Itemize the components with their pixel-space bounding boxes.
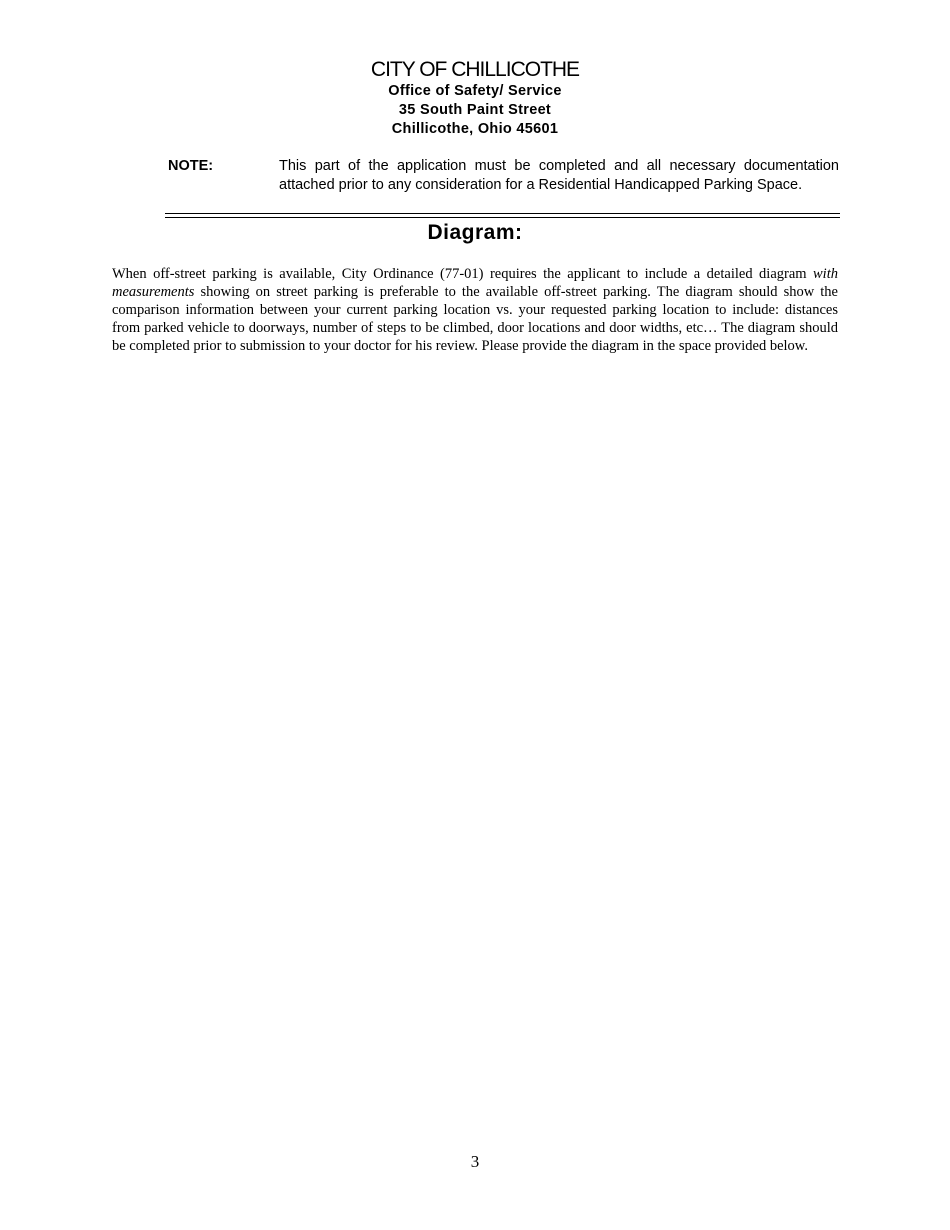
street-address: 35 South Paint Street (398, 102, 552, 118)
instructions-text-start: When off-street parking is available, City Ordinance (77-01) requires the applicant to include a detailed diagram (112, 266, 814, 282)
page-number: 3 (470, 1152, 480, 1171)
instructions-text-end: showing on street parking is preferable to the available off-street parking. The diagram should show the comparison information between your current parking location vs. your requested parking location to include: distances from parked vehicle to doorways, number of steps to be climbed, door locations and door widths, etc… The diagram should be completed prior to submission to your doctor for his review. Please provide the diagram in the space provided below. (112, 284, 838, 354)
divider-top (165, 213, 840, 214)
note-text: This part of the application must be completed and all necessary documentation attached prior to any consideration for a Residential Handicapped Parking Space. (279, 158, 839, 193)
city-state-zip: Chillicothe, Ohio 45601 (391, 121, 559, 137)
office-name: Office of Safety/ Service (388, 83, 562, 99)
city-name: CITY OF CHILLICOTHE (370, 58, 580, 81)
diagram-drawing-space[interactable] (112, 390, 838, 1130)
instructions-paragraph (112, 265, 838, 355)
section-heading: Diagram: (427, 221, 523, 244)
divider-bottom (165, 217, 840, 218)
instructions-emphasis: with measurements (112, 266, 838, 300)
letterhead (0, 58, 950, 139)
note-label: NOTE: (168, 158, 214, 174)
